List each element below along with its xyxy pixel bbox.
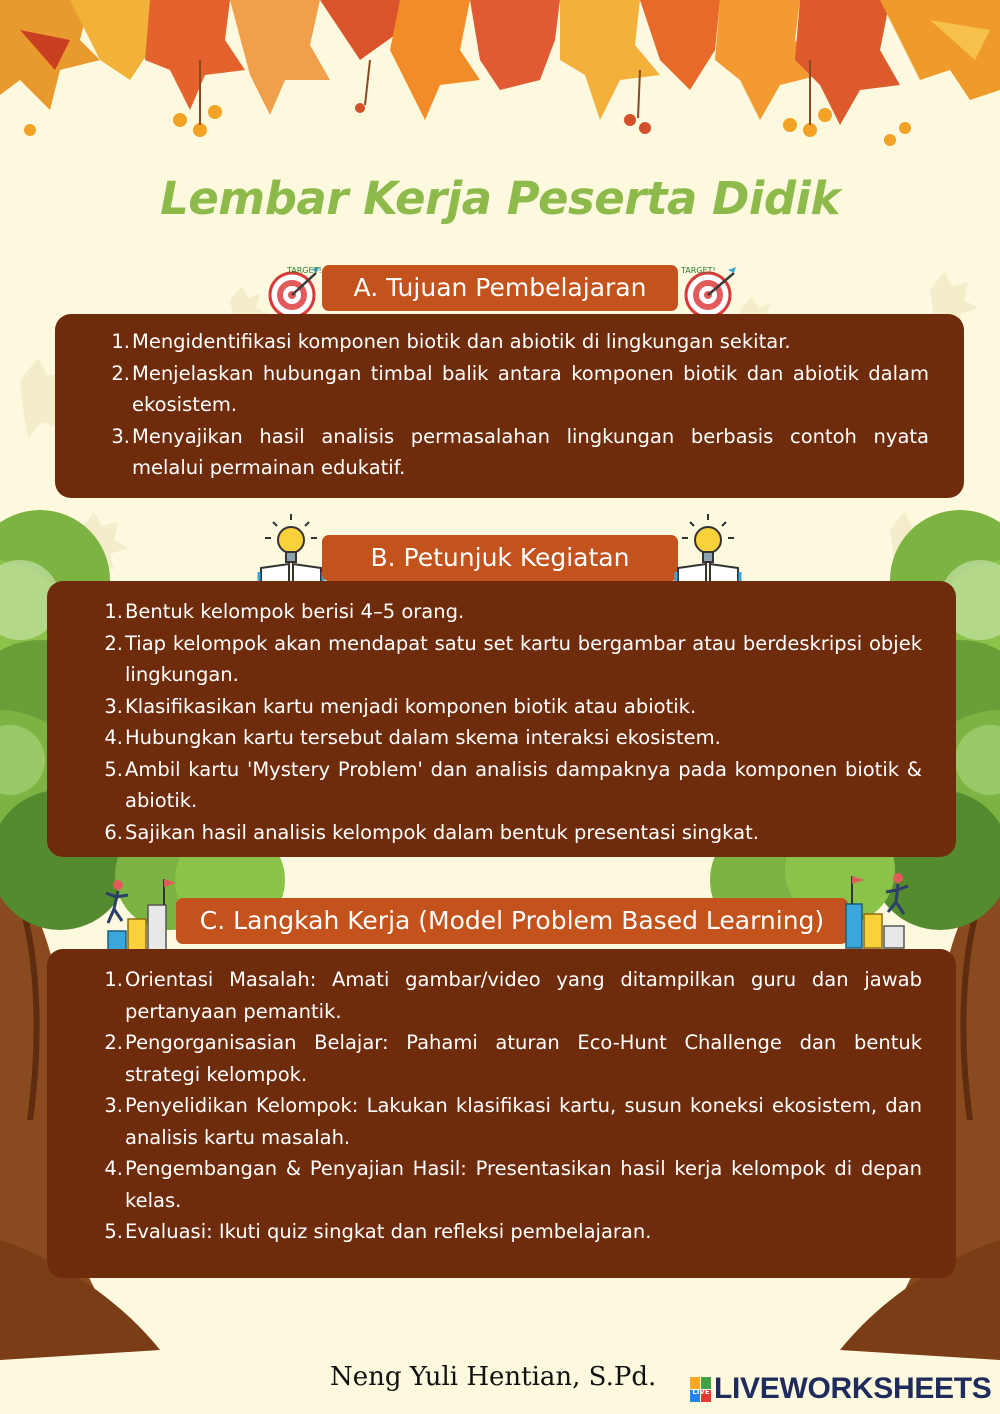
list-item: 4. Hubungkan kartu tersebut dalam skema interaksi ekosistem. — [104, 726, 721, 749]
list-item: 6. Sajikan hasil analisis kelompok dalam bentuk presentasi singkat. — [104, 820, 759, 844]
target-icon-left — [262, 263, 322, 319]
liveworksheets-logo[interactable] — [690, 1372, 992, 1406]
section-b-list — [103, 596, 922, 848]
climbing-bars-icon-right — [840, 870, 916, 950]
lightbulb-book-icon-left — [255, 512, 327, 586]
list-item: 4. Pengembangan & Penyajian Hasil: Presentasikan hasil kerja kelompok di depan kelas. — [104, 1157, 922, 1212]
svg-text:TARGET!: TARGET! — [287, 266, 322, 275]
lightbulb-book-icon-right — [672, 512, 744, 586]
list-item: 1. Mengidentifikasi komponen biotik dan abiotik di lingkungan sekitar. — [111, 330, 791, 353]
section-b-box — [47, 581, 956, 857]
svg-text:TARGET!: TARGET! — [681, 266, 716, 275]
list-item: 3. Menyajikan hasil analisis permasalahan lingkungan berbasis contoh nyata melalui permainan edukatif. — [111, 424, 929, 479]
live-badge-icon — [690, 1375, 712, 1403]
section-b-heading: B. Petunjuk Kegiatan — [322, 535, 678, 581]
liveworksheets-logo-text: LIVEWORKSHEETS — [714, 1372, 992, 1405]
author-name: Neng Yuli Hentian, S.Pd. — [330, 1362, 657, 1392]
list-item: 3. Penyelidikan Kelompok: Lakukan klasifikasi kartu, susun koneksi ekosistem, dan analisis kartu masalah. — [104, 1094, 922, 1149]
list-item: 2. Menjelaskan hubungan timbal balik antara komponen biotik dan abiotik dalam ekosistem. — [111, 361, 929, 416]
section-a-list — [110, 326, 929, 484]
list-item: 2. Pengorganisasian Belajar: Pahami aturan Eco-Hunt Challenge dan bentuk strategi kelompok. — [104, 1031, 922, 1086]
svg-text:LIVE: LIVE — [692, 1388, 710, 1396]
list-item: 5. Ambil kartu 'Mystery Problem' dan analisis dampaknya pada komponen biotik & abiotik. — [104, 757, 922, 812]
section-c-list — [103, 964, 922, 1248]
list-item: 5. Evaluasi: Ikuti quiz singkat dan refleksi pembelajaran. — [104, 1220, 652, 1243]
climbing-bars-icon-left — [100, 875, 176, 953]
page-title: Lembar Kerja Peserta Didik — [160, 172, 840, 225]
section-c-heading: C. Langkah Kerja (Model Problem Based Learning) — [176, 898, 848, 944]
section-a-box — [55, 314, 964, 498]
target-icon-right — [678, 263, 738, 319]
list-item: 3. Klasifikasikan kartu menjadi komponen biotik atau abiotik. — [104, 694, 697, 718]
section-a-heading: A. Tujuan Pembelajaran — [322, 265, 678, 311]
list-item: 1. Orientasi Masalah: Amati gambar/video yang ditampilkan guru dan jawab pertanyaan pemantik. — [104, 968, 922, 1023]
list-item: 2. Tiap kelompok akan mendapat satu set kartu bergambar atau berdeskripsi objek lingkungan. — [104, 631, 922, 686]
list-item: 1. Bentuk kelompok berisi 4–5 orang. — [104, 600, 465, 623]
section-c-box — [47, 949, 956, 1278]
